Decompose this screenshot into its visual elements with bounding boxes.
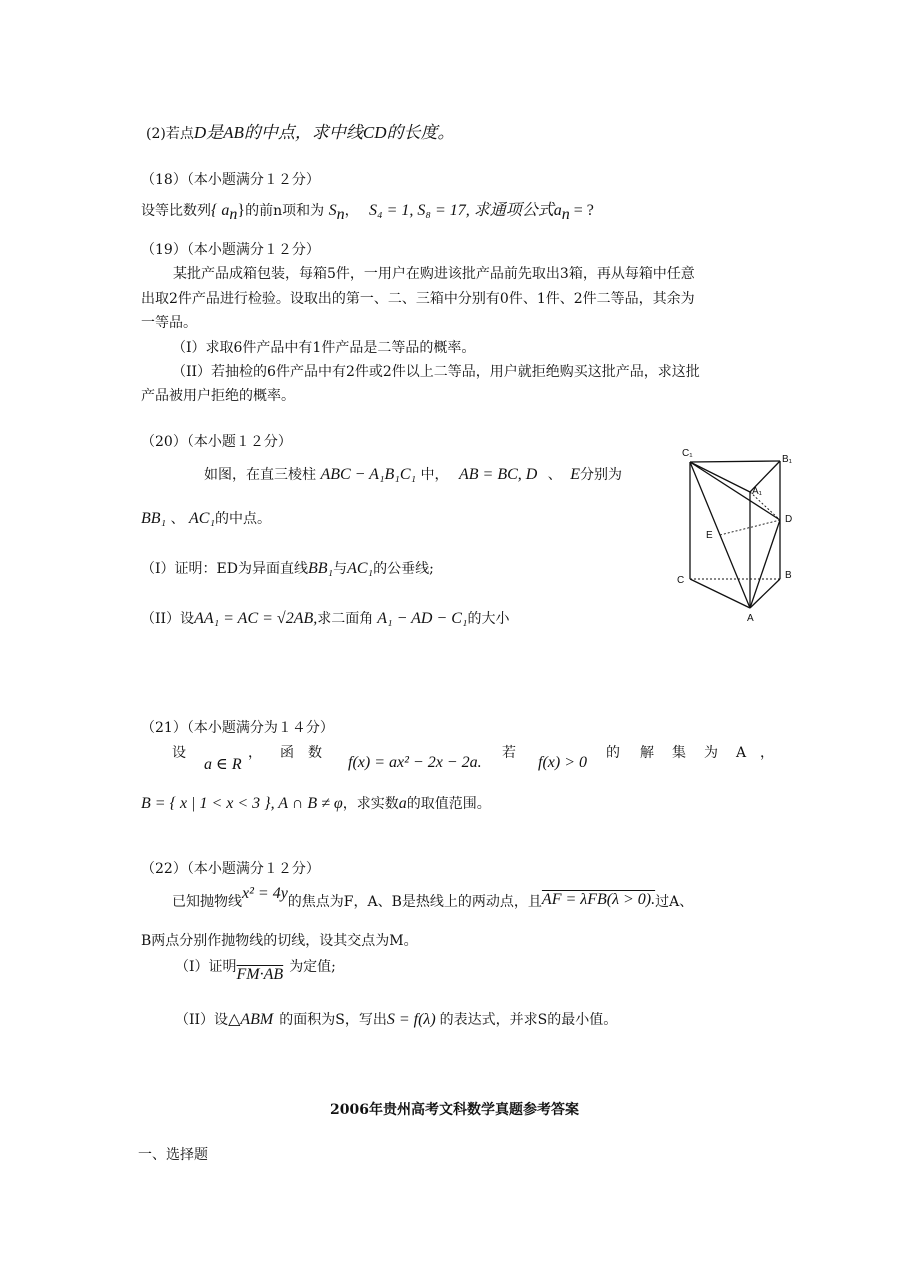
q19-p1: 某批产品成箱包装，每箱5件，一用户在购进该批产品前先取出3箱，再从每箱中任意 [173,266,695,282]
q18-cond: S₄ = 1, S₈ = 17, 求通项公式a [369,202,562,219]
q21-w10: A [736,745,747,761]
label-b: B [785,570,792,581]
q17-part2-prefix: (2)若点 [146,126,194,142]
q22-ii-b: 的面积为S，写出 [279,1012,387,1028]
q20-l2-a: 、 [170,511,185,527]
q22-ii-c: 的表达式，并求S的最小值。 [439,1012,618,1028]
answers-title: 2006年贵州高考文科数学真题参考答案 [330,1102,579,1118]
q20-l1-e: E [570,466,581,483]
q21-w9: 为 [704,745,718,761]
q20-l1-d: 分别为 [580,467,623,483]
q21-w11: ， [760,745,774,761]
q22-part-ii [175,1011,617,1029]
label-c1: C₁ [682,448,693,459]
q22-l1-m: x² = 4y [242,885,288,902]
q18-text-a: 设等比数列 [141,203,211,219]
q17-part2-math: D是AB的中点，求中线CD的长度。 [193,123,455,142]
q21-w4: 数 [308,745,322,761]
q22-line1 [172,885,694,911]
q22-ii-m: △ABM [228,1011,274,1028]
q22-line2: B两点分别作抛物线的切线，设其交点为M。 [141,933,418,949]
q22-part-i [175,958,336,983]
q21-line2 [141,795,491,813]
q19-header: （19）（本小题满分１２分） [141,242,320,258]
q20-l1-c: 、 [547,467,562,483]
prism-figure [672,442,812,632]
q20-i-m2: AC₁ [347,560,374,577]
q20-l2-m1: BB₁ [141,510,167,527]
q21-w6: 的 [606,745,620,761]
q18-cond-sub: n [561,205,570,223]
q18-cond-end: = ? [569,202,594,219]
q18-sn-sub: n [336,205,345,223]
q21-l2-a: ，求实数 [342,796,399,812]
q20-l2-m2: AC₁ [189,510,216,527]
q22-i-a: （I）证明 [175,959,237,975]
label-a: A [747,613,754,624]
q21-w3: 函 [280,745,294,761]
q20-line1 [204,466,622,484]
q18-comma: ， [344,203,359,219]
q21-m2: f(x) = ax² − 2x − 2a. [348,754,482,771]
q20-l1-math: ABC − A₁B₁C₁ [320,466,417,483]
q22-l1-b: 的焦点为F，A、B是热线上的两动点，且 [287,894,542,910]
q22-i-b: 为定值; [289,959,336,975]
label-a1: A₁ [752,486,763,497]
answers-section-choice: 一、选择题 [138,1147,208,1163]
q19-p2: 出取2件产品进行检验。设取出的第一、二、三箱中分别有0件、1件、2件二等品，其余为 [141,291,695,307]
q21-w5: 若 [502,745,516,761]
q22-l1-m2: AF = λFB(λ > 0). [541,891,656,908]
q17-part2 [146,124,455,143]
q20-part-i [141,560,434,578]
edge-c1-b1 [690,461,780,462]
q20-i-b: 与 [333,561,348,577]
label-b1: B₁ [782,454,793,465]
q21-m3: f(x) > 0 [538,754,587,771]
q22-ii-a: （II）设 [175,1012,229,1028]
q21-w8: 集 [672,745,686,761]
q21-w1: 设 [172,745,186,761]
edge-c1-a1 [690,462,750,492]
q19-part-ii-a: （II）若抽检的6件产品中有2件或2件以上二等品，用户就拒绝购买这批产品，求这批 [172,364,700,380]
q21-m1: a ∈ R [204,756,242,773]
q20-i-c: 的公垂线; [373,561,434,577]
q21-w7: 解 [640,745,654,761]
q18-sn: S [328,202,337,219]
q20-l1-a: 如图，在直三棱柱 [204,467,316,483]
q22-l1-c: 过A、 [655,894,694,910]
q20-header: （20）（本小题１２分） [141,434,292,450]
q22-ii-m2: S = f(λ) [386,1011,436,1028]
q21-l2-m2: a [398,795,407,812]
q18-body [141,202,594,224]
q18-seq: { a [211,202,230,219]
q20-i-a: （I）证明：ED为异面直线 [141,561,308,577]
q20-l1-b: 中， [420,467,449,483]
q18-text-b: 的前n项和为 [245,203,325,219]
q20-ii-b: 求二面角 [317,611,374,627]
q19-p3: 一等品。 [141,315,197,331]
q22-l1-a: 已知抛物线 [172,894,242,910]
q19-part-i: （I）求取6件产品中有1件产品是二等品的概率。 [172,340,476,356]
q20-part-ii [141,610,509,628]
label-d: D [785,514,793,525]
q20-l2-b: 的中点。 [215,511,272,527]
edge-c-a [690,579,750,608]
q20-l1-math2: AB = BC, D [459,466,538,483]
q20-ii-m2: A₁ − AD − C₁ [377,610,468,627]
label-e: E [706,530,713,541]
edge-c1-d [690,462,780,520]
edge-a-d [750,520,780,608]
q18-header: （18）（本小题满分１２分） [141,172,320,188]
q21-l2-m: B = { x | 1 < x < 3 }, A ∩ B ≠ φ [141,795,343,812]
q22-i-m: FM·AB [236,966,284,983]
q20-ii-a: （II）设 [141,611,195,627]
label-c: C [677,575,685,586]
q20-line2 [141,510,271,528]
q21-header: （21）（本小题满分为１４分） [141,720,334,736]
q21-w2: ， [248,745,262,761]
q20-ii-m: AA₁ = AC = √2AB, [194,610,318,627]
q18-seq-close: } [237,202,246,219]
q21-l2-b: 的取值范围。 [406,796,491,812]
q19-part-ii-b: 产品被用户拒绝的概率。 [141,388,295,404]
q18-seq-sub: n [229,205,238,223]
q22-header: （22）（本小题满分１２分） [141,861,320,877]
q20-ii-c: 的大小 [467,611,510,627]
q20-i-m1: BB₁ [307,560,334,577]
